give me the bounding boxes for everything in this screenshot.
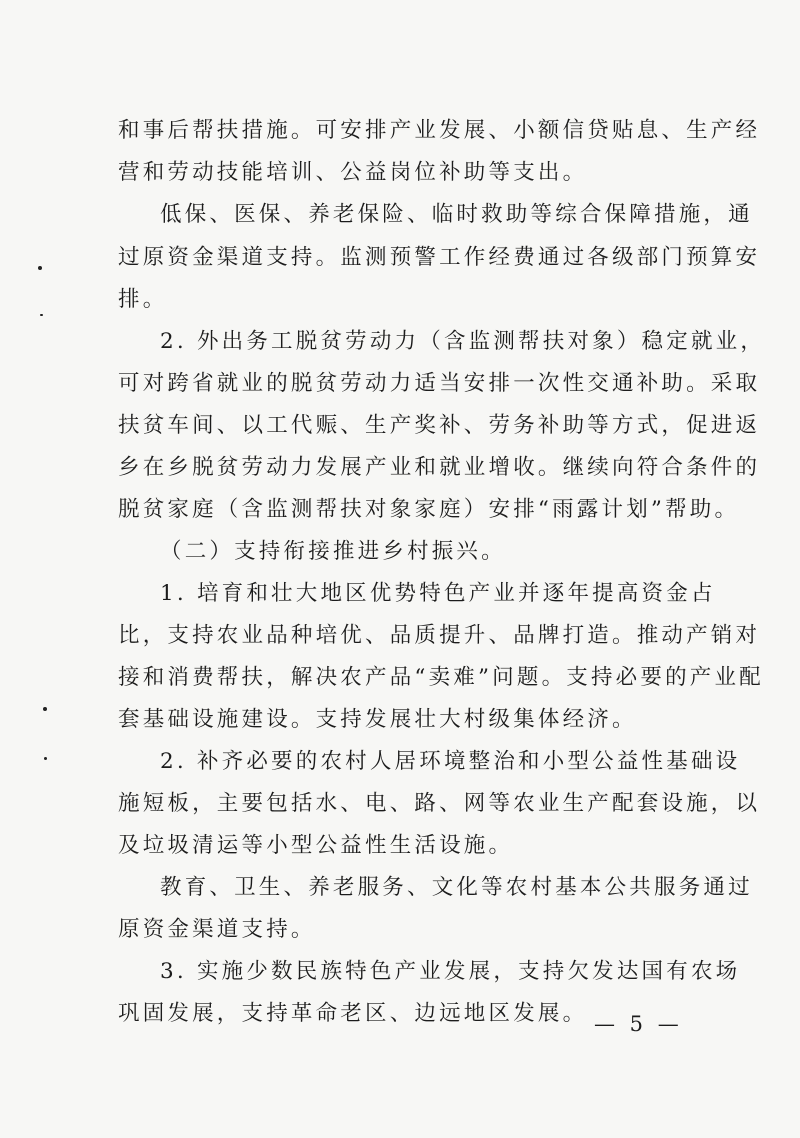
text-line-7: 可对跨省就业的脱贫劳动力适当安排一次性交通补助。采取 <box>118 371 761 396</box>
text-line-20: 原资金渠道支持。 <box>118 917 316 942</box>
text-line-14: 接和消费帮扶，解决农产品“卖难”问题。支持必要的产业配 <box>118 665 764 690</box>
text-line-21: 3. 实施少数民族特色产业发展，支持欠发达国有农场 <box>160 959 741 984</box>
text-line-4: 过原资金渠道支持。监测预警工作经费通过各级部门预算安 <box>118 245 761 270</box>
text-line-10: 脱贫家庭（含监测帮扶对象家庭）安排“雨露计划”帮助。 <box>118 497 740 522</box>
text-line-12: 1. 培育和壮大地区优势特色产业并逐年提高资金占 <box>160 581 716 606</box>
text-line-5: 排。 <box>118 287 168 312</box>
text-line-9: 乡在乡脱贫劳动力发展产业和就业增收。继续向符合条件的 <box>118 455 761 480</box>
text-line-17: 施短板，主要包括水、电、路、网等农业生产配套设施，以 <box>118 791 761 816</box>
scan-dot <box>43 707 47 711</box>
text-line-8: 扶贫车间、以工代赈、生产奖补、劳务补助等方式，促进返 <box>118 413 761 438</box>
text-line-3: 低保、医保、养老保险、临时救助等综合保障措施，通 <box>160 202 753 227</box>
text-line-15: 套基础设施建设。支持发展壮大村级集体经济。 <box>118 707 637 732</box>
text-line-22: 巩固发展，支持革命老区、边远地区发展。 <box>118 1001 588 1026</box>
text-line-18: 及垃圾清运等小型公益性生活设施。 <box>118 833 514 858</box>
text-line-1: 和事后帮扶措施。可安排产业发展、小额信贷贴息、生产经 <box>118 118 761 143</box>
page-number: — 5 — <box>594 1012 683 1036</box>
scan-dot <box>38 266 42 270</box>
text-line-2: 营和劳动技能培训、公益岗位补助等支出。 <box>118 160 588 185</box>
scan-dot <box>44 757 47 760</box>
text-line-16: 2. 补齐必要的农村人居环境整治和小型公益性基础设 <box>160 749 741 774</box>
text-line-19: 教育、卫生、养老服务、文化等农村基本公共服务通过 <box>160 875 753 900</box>
text-line-6: 2. 外出务工脱贫劳动力（含监测帮扶对象）稳定就业， <box>160 329 766 354</box>
scan-dot <box>40 314 43 316</box>
section-heading: （二）支持衔接推进乡村振兴。 <box>160 539 506 564</box>
text-line-13: 比，支持农业品种培优、品质提升、品牌打造。推动产销对 <box>118 623 761 648</box>
